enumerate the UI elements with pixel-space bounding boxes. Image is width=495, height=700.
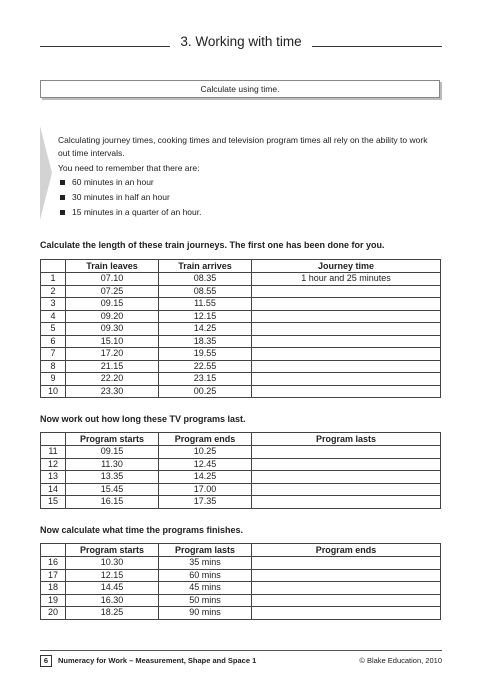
section-heading-tv-ends: Now calculate what time the programs finishes. xyxy=(40,525,244,535)
page-footer xyxy=(40,650,442,671)
answer-cell[interactable] xyxy=(252,373,441,386)
tv-duration-table xyxy=(40,432,441,509)
answer-cell[interactable] xyxy=(252,471,441,484)
list-item: 15 minutes in a quarter of an hour. xyxy=(58,205,438,220)
intro-bullet-list xyxy=(58,175,438,220)
answer-cell[interactable] xyxy=(252,483,441,496)
intro-reminder: You need to remember that there are: xyxy=(58,163,200,173)
instruction-box: Calculate using time. xyxy=(40,80,440,98)
table-row: 9 22.20 23.15 xyxy=(41,373,441,386)
table-row: 19 16.30 50 mins xyxy=(41,594,441,607)
bullet-square-icon xyxy=(60,195,65,200)
answer-cell[interactable] xyxy=(252,285,441,298)
answer-cell[interactable] xyxy=(252,569,441,582)
tv-end-time-table xyxy=(40,543,441,620)
answer-cell[interactable] xyxy=(252,496,441,509)
answer-cell[interactable] xyxy=(252,385,441,398)
table-row: 5 09.30 14.25 xyxy=(41,323,441,336)
intro-panel xyxy=(40,126,440,222)
bullet-square-icon xyxy=(60,210,65,215)
footer-book-title: Numeracy for Work – Measurement, Shape and Space 1 xyxy=(58,656,257,665)
table-row: 3 09.15 11.55 xyxy=(41,298,441,311)
table-row: 4 09.20 12.15 xyxy=(41,310,441,323)
answer-cell[interactable] xyxy=(252,594,441,607)
table-row: 14 15.45 17.00 xyxy=(41,483,441,496)
answer-cell[interactable] xyxy=(252,298,441,311)
table-header-row: Program starts Program lasts Program ends xyxy=(41,544,441,557)
intro-paragraph: Calculating journey times, cooking times and television program times all rely on the ability to work out time intervals. xyxy=(58,135,428,158)
table-row: 2 07.25 08.55 xyxy=(41,285,441,298)
table-row: 1 07.10 08.35 1 hour and 25 minutes xyxy=(41,273,441,286)
page-title-row xyxy=(40,34,442,52)
answer-cell[interactable] xyxy=(252,446,441,459)
table-row: 20 18.25 90 mins xyxy=(41,607,441,620)
table-row: 17 12.15 60 mins xyxy=(41,569,441,582)
table-row: 10 23.30 00.25 xyxy=(41,385,441,398)
table-row: 7 17.20 19.55 xyxy=(41,348,441,361)
table-row: 12 11.30 12.45 xyxy=(41,458,441,471)
answer-cell[interactable] xyxy=(252,557,441,570)
answer-cell[interactable] xyxy=(252,310,441,323)
answer-cell[interactable] xyxy=(252,335,441,348)
answer-cell[interactable] xyxy=(252,323,441,336)
table-row: 16 10.30 35 mins xyxy=(41,557,441,570)
table-header-row: Train leaves Train arrives Journey time xyxy=(41,260,441,273)
table-header-row: Program starts Program ends Program lasts xyxy=(41,433,441,446)
answer-cell[interactable] xyxy=(252,458,441,471)
answer-cell[interactable] xyxy=(252,360,441,373)
section-heading-trains: Calculate the length of these train journeys. The first one has been done for you. xyxy=(40,240,385,250)
answer-cell[interactable] xyxy=(252,348,441,361)
answer-cell[interactable] xyxy=(252,582,441,595)
table-row: 6 15.10 18.35 xyxy=(41,335,441,348)
answer-cell[interactable]: 1 hour and 25 minutes xyxy=(252,273,441,286)
list-item: 60 minutes in an hour xyxy=(58,175,438,190)
page-number: 6 xyxy=(40,655,52,667)
table-row: 13 13.35 14.25 xyxy=(41,471,441,484)
train-journey-table xyxy=(40,259,441,398)
bullet-square-icon xyxy=(60,180,65,185)
table-row: 15 16.15 17.35 xyxy=(41,496,441,509)
table-row: 8 21.15 22.55 xyxy=(41,360,441,373)
footer-copyright: © Blake Education, 2010 xyxy=(359,656,442,665)
table-row: 11 09.15 10.25 xyxy=(41,446,441,459)
section-heading-tv-lasts: Now work out how long these TV programs last. xyxy=(40,414,246,424)
table-row: 18 14.45 45 mins xyxy=(41,582,441,595)
list-item: 30 minutes in half an hour xyxy=(58,190,438,205)
page-title: 3. Working with time xyxy=(176,34,305,49)
intro-arrow-icon xyxy=(40,126,52,220)
answer-cell[interactable] xyxy=(252,607,441,620)
